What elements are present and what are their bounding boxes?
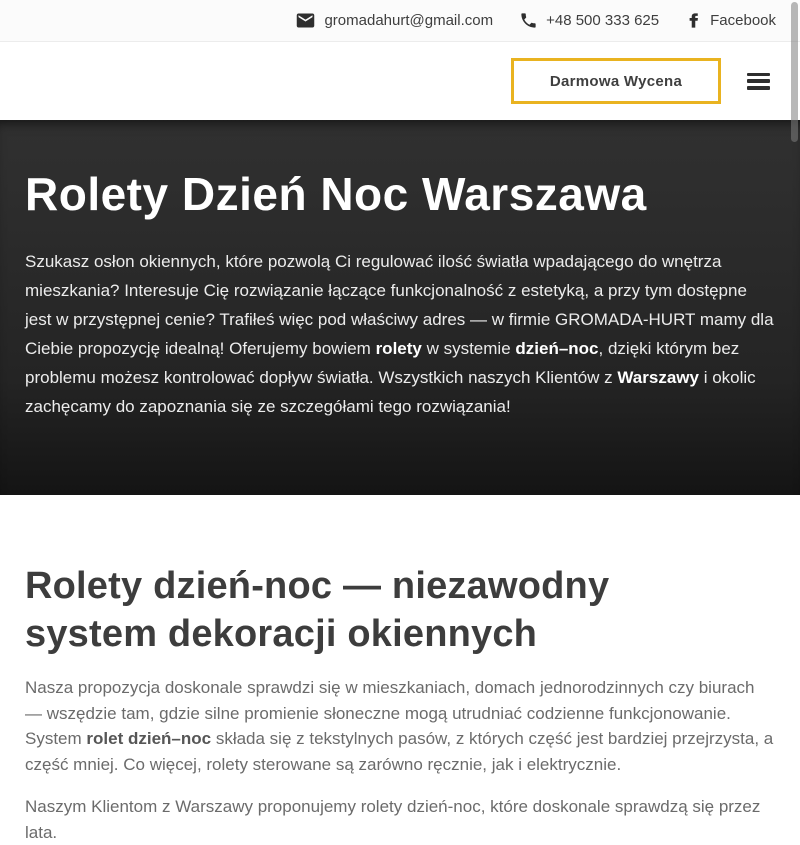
content-section xyxy=(0,495,800,845)
hamburger-menu-icon[interactable] xyxy=(747,73,770,90)
hero-paragraph: Szukasz osłon okiennych, które pozwolą Ci regulować ilość światła wpadającego do wnętrza mieszkania? Interesuje Cię rozwiązanie łączące funkcjonalność z estetyką, a przy tym dostępne jest w przystępnej cenie? Trafiłeś więc pod właściwy adres — w firmie GROMADA-HURT mamy dla Ciebie propozycję idealną! Oferujemy bowiem rolety w systemie dzień–noc, dzięki którym bez problemu możesz kontrolować dopływ światła. Wszystkich naszych Klientów z Warszawy i okolic zachęcamy do zapoznania się ze szczegółami tego rozwiązania! xyxy=(25,252,774,416)
phone-icon xyxy=(519,11,538,30)
phone-text: +48 500 333 625 xyxy=(546,12,660,29)
topbar xyxy=(0,0,800,42)
facebook-text: Facebook xyxy=(710,12,776,29)
section-paragraph-1: Nasza propozycja doskonale sprawdzi się w mieszkaniach, domach jednorodzinnych czy biurach — wszędzie tam, gdzie silne promienie słoneczne mogą utrudniać codzienne funkcjonowanie. System rolet dzień–noc składa się z tekstylnych pasów, z których część jest bardziej przejrzysta, a część mniej. Co więcej, rolety sterowane są zarówno ręcznie, jak i elektrycznie. xyxy=(25,678,774,774)
facebook-icon xyxy=(685,12,702,29)
section-title: Rolety dzień-noc — niezawodny system dekoracji okiennych xyxy=(25,565,610,655)
email-icon xyxy=(295,10,316,31)
phone-link[interactable] xyxy=(519,11,659,30)
email-text: gromadahurt@gmail.com xyxy=(324,12,494,29)
free-quote-button[interactable]: Darmowa Wycena xyxy=(511,58,721,104)
hero-section xyxy=(0,120,800,495)
facebook-link[interactable] xyxy=(685,12,776,29)
scrollbar-thumb[interactable] xyxy=(791,2,798,142)
page-title: Rolety Dzień Noc Warszawa xyxy=(25,168,647,220)
header xyxy=(0,42,800,120)
email-link[interactable] xyxy=(295,10,493,31)
section-paragraph-2: Naszym Klientom z Warszawy proponujemy rolety dzień-noc, które doskonale sprawdzą się przez lata. xyxy=(25,797,761,842)
